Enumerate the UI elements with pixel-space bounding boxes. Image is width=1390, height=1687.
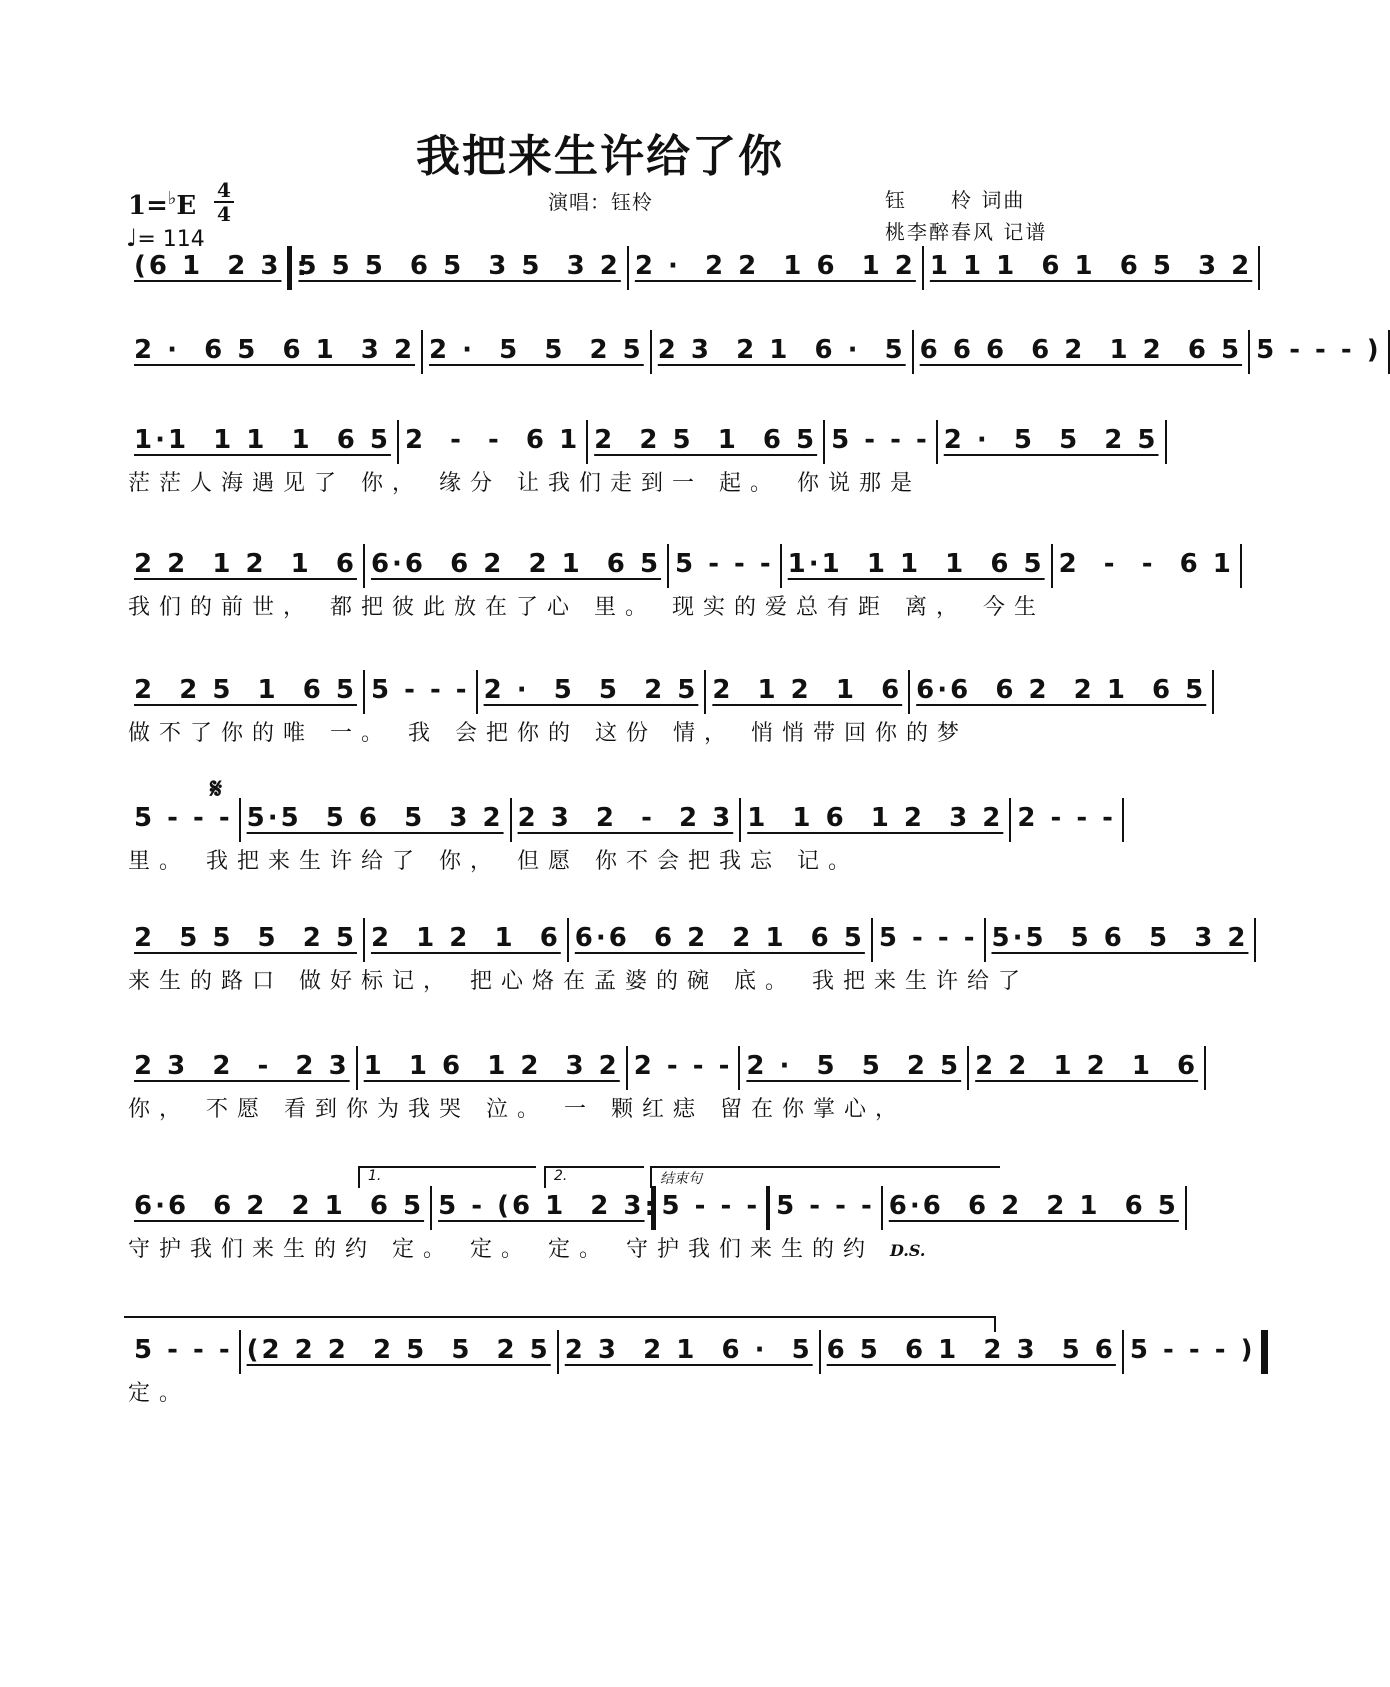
measure <box>365 544 667 584</box>
measure-notes: 2 · 6 5 6 1 3 2 <box>134 335 416 365</box>
measure-notes: 2 - - - <box>1017 803 1116 833</box>
barline <box>1185 1186 1187 1230</box>
measure-notes: 2 2 1 2 1 6 <box>975 1051 1199 1081</box>
measure-notes: 5 5 5 6 5 3 5 3 2 <box>298 251 621 281</box>
quarter-note-icon: ♩ <box>126 224 138 252</box>
singer-credit: 演唱：钰柃 <box>548 190 653 214</box>
system-9 <box>128 1186 1179 1272</box>
measure <box>1053 544 1240 584</box>
measure <box>128 420 397 460</box>
measure <box>770 1186 881 1226</box>
measure-notes: (2 2 2 2 5 5 2 5 <box>246 1335 551 1365</box>
measure <box>292 246 626 286</box>
barline <box>1388 330 1390 374</box>
barline <box>1165 420 1167 464</box>
measure <box>423 330 650 370</box>
ending-bracket: 结束句 <box>650 1166 1000 1188</box>
measure <box>629 246 922 286</box>
lyrics-line: 定。 <box>128 1381 191 1406</box>
measure <box>652 330 912 370</box>
measure-notes: 1·1 1 1 1 6 5 <box>787 549 1045 579</box>
credit-line-1 <box>885 184 1047 216</box>
measure-notes: 2 3 2 1 6 · 5 <box>564 1335 813 1365</box>
staff <box>128 246 1253 286</box>
dal-segno-marking: D.S. <box>889 1241 926 1260</box>
measure <box>914 330 1248 370</box>
measure <box>128 1046 356 1086</box>
tempo-value: = 114 <box>137 227 205 252</box>
volta-2-bracket: 2. <box>544 1166 644 1188</box>
credit-name-part-2: 柃 <box>951 188 973 212</box>
measure <box>656 1186 767 1226</box>
barline <box>1122 798 1124 842</box>
key-letter: E <box>176 191 197 221</box>
measure-notes: 2 · 2 2 1 6 1 2 <box>634 251 916 281</box>
measure <box>782 544 1051 584</box>
staff <box>128 330 1382 370</box>
measure <box>128 246 287 286</box>
measure <box>740 1046 967 1086</box>
system-7 <box>128 918 1249 1004</box>
volta-1-bracket: 1. <box>358 1166 536 1188</box>
measure <box>969 1046 1204 1086</box>
measure <box>628 1046 739 1086</box>
measure <box>924 246 1258 286</box>
measure-notes: 6·6 6 2 2 1 6 5 <box>916 675 1207 705</box>
measure <box>399 420 586 460</box>
measure <box>706 670 908 710</box>
repeat-end-barline <box>651 1186 656 1230</box>
system-4 <box>128 544 1234 630</box>
staff <box>128 918 1249 958</box>
key-signature <box>128 188 196 221</box>
flat-icon: ♭ <box>167 188 177 209</box>
staff <box>128 420 1159 460</box>
measure-notes: 5 - (6 1 2 3 <box>438 1191 645 1221</box>
barline <box>1212 670 1214 714</box>
system-6 <box>128 798 1116 884</box>
measure-notes: 1 1 1 6 1 6 5 3 2 <box>929 251 1253 281</box>
time-signature <box>214 180 234 224</box>
measure-notes: 5 - - - ) <box>1256 335 1382 365</box>
measure-notes: 5 - - - <box>831 425 930 455</box>
measure-notes: 5 - - - <box>134 803 233 833</box>
system-3 <box>128 420 1159 506</box>
measure <box>128 918 363 958</box>
measure <box>588 420 823 460</box>
measure-notes: 5·5 5 6 5 3 2 <box>246 803 504 833</box>
measure <box>241 1330 557 1370</box>
barline <box>1240 544 1242 588</box>
measure-notes: 2 · 5 5 2 5 <box>746 1051 962 1081</box>
measure-notes: 6·6 6 2 2 1 6 5 <box>134 1191 425 1221</box>
measure-notes: 6 6 6 6 2 1 2 6 5 <box>919 335 1243 365</box>
final-barline <box>1261 1330 1268 1374</box>
measure-notes: 5 - - - <box>776 1191 875 1221</box>
measure-notes: 5 - - - <box>370 675 470 705</box>
measure-notes: 1·1 1 1 1 6 5 <box>134 425 391 455</box>
measure-notes: 6·6 6 2 2 1 6 5 <box>370 549 662 579</box>
measure-notes: 1 1 6 1 2 3 2 <box>747 803 1004 833</box>
measure <box>569 918 871 958</box>
measure-notes: 2 2 5 1 6 5 <box>594 425 818 455</box>
measure-notes: 6·6 6 2 2 1 6 5 <box>574 923 865 953</box>
time-numerator: 4 <box>217 178 231 202</box>
system-1 <box>128 246 1253 286</box>
measure-notes: 5 - - - <box>878 923 978 953</box>
lyrics-line: 你， 不愿 看到你为我哭 泣。 一 颗红痣 留在你掌心， <box>128 1097 906 1122</box>
measure <box>512 798 740 838</box>
measure <box>1124 1330 1262 1370</box>
measure <box>478 670 705 710</box>
measure <box>669 544 780 584</box>
lyrics-line: 做不了你的唯 一。 我 会把你的 这份 情， 悄悄带回你的梦 <box>128 721 968 746</box>
system-10 <box>128 1330 1256 1416</box>
measure-notes: 5·5 5 6 5 3 2 <box>991 923 1249 953</box>
measure <box>128 1330 239 1370</box>
staff <box>128 1186 1179 1226</box>
measure-notes: 1 1 6 1 2 3 2 <box>363 1051 620 1081</box>
measure-notes: 2 2 1 2 1 6 <box>134 549 357 579</box>
segno-icon: 𝄋 <box>210 772 223 805</box>
measure-notes: 2 5 5 5 2 5 <box>134 923 357 953</box>
measure <box>825 420 936 460</box>
measure <box>883 1186 1185 1226</box>
measure-notes: 2 - - - <box>633 1051 733 1081</box>
lyrics-line: 来生的路口 做好标记， 把心烙在孟婆的碗 底。 我把来生许给了 <box>128 969 1029 994</box>
credit-name-part-1: 钰 <box>885 188 907 212</box>
measure-notes: 2 · 5 5 2 5 <box>429 335 644 365</box>
measure-notes: 2 · 5 5 2 5 <box>943 425 1159 455</box>
staff <box>128 1046 1199 1086</box>
measure <box>873 918 984 958</box>
credit-line-2: 桃李醉春风 记谱 <box>885 220 1048 244</box>
measure <box>821 1330 1122 1370</box>
measure-notes: 5 - - - ) <box>1129 1335 1256 1365</box>
lyrics-line: 我们的前世， 都把彼此放在了心 里。 现实的爱总有距 离， 今生 <box>128 595 1045 620</box>
measure <box>128 798 239 838</box>
measure-notes: 6·6 6 2 2 1 6 5 <box>888 1191 1179 1221</box>
barline <box>1204 1046 1206 1090</box>
measure-notes: 5 - - - <box>675 549 774 579</box>
measure-notes: 2 - - 6 1 <box>404 425 581 455</box>
system-5 <box>128 670 1207 756</box>
measure <box>559 1330 819 1370</box>
measure <box>241 798 510 838</box>
measure-notes: 5 - - - <box>661 1191 761 1221</box>
repeat-start-barline <box>287 246 292 290</box>
measure <box>365 918 567 958</box>
measure <box>741 798 1009 838</box>
measure <box>358 1046 626 1086</box>
measure <box>128 544 363 584</box>
measure <box>432 1186 650 1226</box>
measure-notes: 2 1 2 1 6 <box>712 675 903 705</box>
key-prefix: 1= <box>128 191 168 221</box>
staff <box>128 1330 1256 1370</box>
lyrics-line: 茫茫人海遇见了 你， 缘分 让我们走到一 起。 你说那是 <box>128 471 921 496</box>
song-title: 我把来生许给了你 <box>416 131 784 182</box>
measure <box>1250 330 1388 370</box>
staff <box>128 670 1207 710</box>
measure-notes: 2 - - 6 1 <box>1058 549 1234 579</box>
staff <box>128 544 1234 584</box>
measure <box>910 670 1212 710</box>
credits <box>885 184 1047 248</box>
measure <box>128 330 421 370</box>
measure-notes: 2 3 2 - 2 3 <box>517 803 734 833</box>
measure <box>1011 798 1122 838</box>
lyrics-text: 守护我们来生的约 定。 定。 定。 守护我们来生的约 <box>128 1237 874 1262</box>
lyrics-line <box>128 1226 1092 1272</box>
measure <box>365 670 476 710</box>
measure <box>938 420 1165 460</box>
system-8 <box>128 1046 1199 1132</box>
measure-notes: 5 - - - <box>134 1335 233 1365</box>
measure-notes: (6 1 2 3 <box>134 251 282 281</box>
measure-notes: 2 3 2 - 2 3 <box>134 1051 350 1081</box>
measure-notes: 6 5 6 1 2 3 5 6 <box>826 1335 1116 1365</box>
measure-notes: 2 2 5 1 6 5 <box>134 675 357 705</box>
measure <box>986 918 1255 958</box>
staff <box>128 798 1116 838</box>
system-2 <box>128 330 1382 370</box>
barline <box>1254 918 1256 962</box>
barline <box>1258 246 1260 290</box>
measure-notes: 2 · 5 5 2 5 <box>483 675 699 705</box>
measure-notes: 2 3 2 1 6 · 5 <box>657 335 906 365</box>
measure <box>128 1186 430 1226</box>
measure <box>128 670 363 710</box>
credit-role: 词曲 <box>981 188 1026 212</box>
lyrics-line: 里。 我把来生许给了 你， 但愿 你不会把我忘 记。 <box>128 849 859 874</box>
time-denominator: 4 <box>217 202 231 226</box>
measure-notes: 2 1 2 1 6 <box>370 923 561 953</box>
